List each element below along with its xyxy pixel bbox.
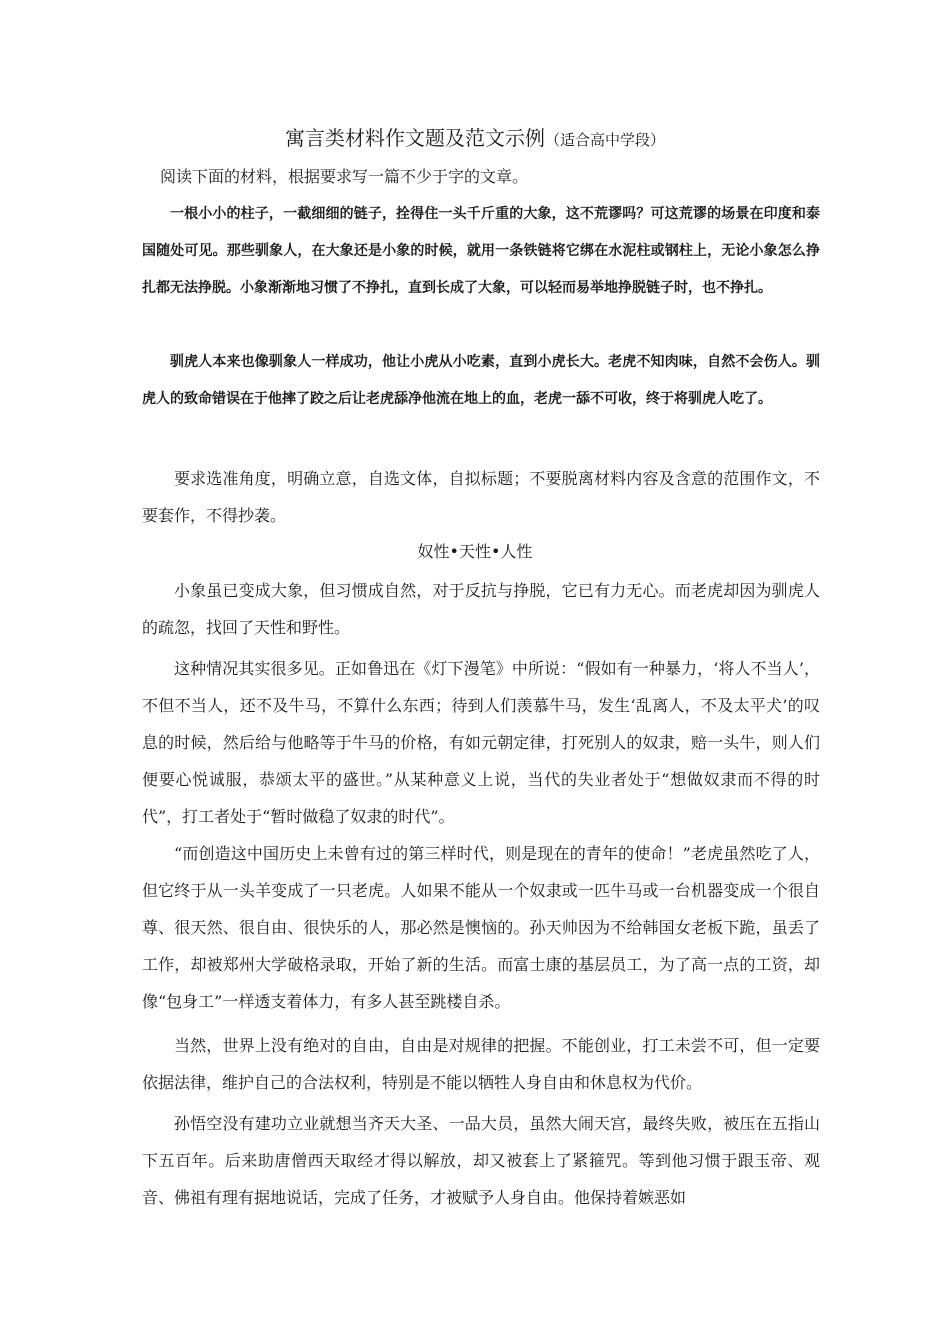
essay-paragraph: 当然，世界上没有绝对的自由，自由是对规律的把握。不能创业，打工未尝不可，但一定要依据法律，维护自己的合法权利，特别是不能以牺牲人身自由和休息权为代价。 <box>142 1036 820 1092</box>
material-paragraph-elephant: 一根小小的柱子，一截细细的链子，拴得住一头千斤重的大象，这不荒谬吗？可这荒谬的场景在印度和泰国随处可见。那些驯象人，在大象还是小象的时候，就用一条铁链将它绑在水泥柱或钢柱上，无论小象怎么挣扎都无法挣脱。小象渐渐地习惯了不挣扎，直到长成了大象，可以轻而易举地挣脱链子时，也不挣扎。 <box>142 206 820 296</box>
essay-paragraph: 小象虽已变成大象，但习惯成自然，对于反抗与挣脱，它已有力无心。而老虎却因为驯虎人的疏忽，找回了天性和野性。 <box>142 581 820 637</box>
essay-paragraph: “而创造这中国历史上未曾有过的第三样时代，则是现在的青年的使命！”老虎虽然吃了人，但它终于从一头羊变成了一只老虎。人如果不能从一个奴隶或一匹牛马或一台机器变成一个很自尊、很天然、很自由、很快乐的人，那必然是懊恼的。孙天帅因为不给韩国女老板下跪，虽丢了工作，却被郑州大学破格录取，开始了新的生活。而富士康的基层员工，为了高一点的工资，却像“包身工”一样透支着体力，有多人甚至跳楼自杀。 <box>142 844 820 1011</box>
essay-title: 奴性•天性•人性 <box>417 542 533 561</box>
essay-paragraph: 这种情况其实很多见。正如鲁迅在《灯下漫笔》中所说：“假如有一种暴力，‘将人不当人’，不但不当人，还不及牛马，不算什么东西；待到人们羡慕牛马，发生‘乱离人，不及太平犬’的叹息的时候，然后给与他略等于牛马的价格，有如元朝定律，打死别人的奴隶，赔一头牛，则人们便要心悦诚服，恭颂太平的盛世。”从某种意义上说，当代的失业者处于“想做奴隶而不得的时代”，打工者处于“暂时做稳了奴隶的时代”。 <box>142 659 820 826</box>
title-main: 寓言类材料作文题及范文示例 <box>284 126 545 150</box>
essay-paragraph: 孙悟空没有建功立业就想当齐天大圣、一品大员，虽然大闹天宫，最终失败，被压在五指山下五百年。后来助唐僧西天取经才得以解放，却又被套上了紧箍咒。等到他习惯于跟玉帝、观音、佛祖有理有据地说话，完成了任务，才被赋予人身自由。他保持着嫉恶如 <box>142 1114 820 1207</box>
writing-requirement: 要求选准角度，明确立意，自选文体，自拟标题；不要脱离材料内容及含意的范围作文，不要套作，不得抄袭。 <box>142 469 820 525</box>
prompt-instruction: 阅读下面的材料，根据要求写一篇不少于字的文章。 <box>160 167 529 186</box>
title-sub: （适合高中学段） <box>544 131 665 149</box>
material-paragraph-tiger: 驯虎人本来也像驯象人一样成功，他让小虎从小吃素，直到小虎长大。老虎不知肉味，自然不会伤人。驯虎人的致命错误在于他摔了跤之后让老虎舔净他流在地上的血，老虎一舔不可收，终于将驯虎人吃了。 <box>142 354 820 407</box>
document-title <box>0 124 950 154</box>
